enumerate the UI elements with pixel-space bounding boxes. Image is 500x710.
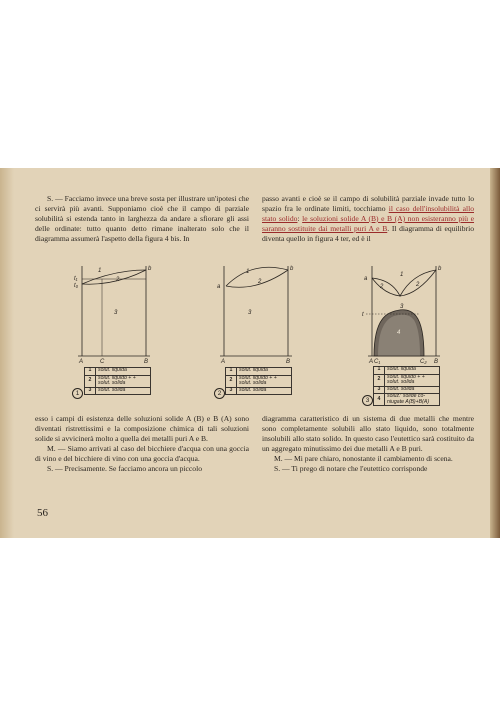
label-b: b <box>438 266 442 272</box>
figure-1-legend <box>84 367 151 395</box>
legend-text: solut. solida <box>96 387 151 395</box>
figure-2-legend <box>225 367 292 395</box>
axis-c: C <box>100 359 105 364</box>
axis-c2: C₂ <box>420 359 427 364</box>
legend-number: 2 <box>374 374 385 386</box>
legend-text: solut. liquida <box>385 367 440 375</box>
speaker: S. <box>274 463 281 473</box>
axis-b: B <box>434 359 439 364</box>
region-2: 2 <box>258 279 262 285</box>
book-page <box>0 168 500 538</box>
paragraph-text: — Ti prego di notare che l'eutettico corrisponde <box>280 463 428 473</box>
legend-text: solut. liquido + + solut. solida <box>237 375 292 387</box>
label-b: b <box>290 266 294 272</box>
legend-number: 3 <box>226 387 237 395</box>
legend-text: solut. solida <box>385 386 440 394</box>
legend-number: 3 <box>374 386 385 394</box>
legend-number: 1 <box>85 368 96 376</box>
legend-number: 2 <box>226 375 237 387</box>
legend-number: 1 <box>374 367 385 375</box>
paragraph-text: : <box>297 213 303 223</box>
axis-a: A <box>369 359 374 364</box>
underlined-text: le soluzioni solide A (B) e B (A) non esisteranno più e saranno sostituite dai metalli puri A e B <box>262 213 475 233</box>
axis-c1: C₁ <box>374 359 381 364</box>
region-2: 2 <box>416 282 420 288</box>
left-top-paragraph <box>35 194 249 244</box>
figure-2-number: 2 <box>214 388 225 399</box>
label-b: b <box>148 266 152 272</box>
legend-number: 1 <box>226 368 237 376</box>
speaker: S. <box>47 463 54 473</box>
region-3: 3 <box>400 304 404 310</box>
axis-a: A <box>79 359 84 364</box>
region-2: 2 <box>116 277 120 283</box>
figure-3-diagram <box>360 256 450 364</box>
region-1: 1 <box>98 268 102 274</box>
legend-number: 4 <box>374 394 385 406</box>
legend-text: solut. liquido + + solut. solida <box>385 374 440 386</box>
legend-text: solut. solida <box>237 387 292 395</box>
paragraph-text: — Precisamente. Se facciamo ancora un piccolo <box>53 463 202 473</box>
paragraph-text: diagramma caratteristico di un sistema di due metalli che mentre sono completamente solubili allo stato liquido, sono totalmente insolubili allo stato solido. In questo caso l'eutettico sarà costituito da un aggregato minutissimo dei due metalli A e B puri. <box>262 414 474 453</box>
paragraph-text: — Facciamo invece una breve sosta per illustrare un'ipotesi che ci servirà più avanti. Supponiamo cioè che il campo di parziale solubilità si estenda tanto in larghezza da andare a sfiorare gli assi delle ordinate: tutto quanto detto rimane inalterato solo che il diagramma assumerà l'aspetto della figura 4 bis. In <box>35 194 249 243</box>
legend-text: solut. liquida <box>96 368 151 376</box>
label-a: a <box>364 276 368 282</box>
legend-text: solut. liquido + + solut. solida <box>96 375 151 387</box>
paragraph-text: esso i campi di esistenza delle soluzioni solide A (B) e B (A) sono diventati ristrettissimi e la composizione chimica di tali soluzioni solide si avvicinerà molto a quella dei metalli puri A e B. <box>35 414 249 443</box>
legend-number: 3 <box>85 387 96 395</box>
page-number: 56 <box>37 507 48 519</box>
region-2: 2 <box>380 284 384 290</box>
label-t0: t₀ <box>74 283 79 289</box>
label-t1: t₁ <box>74 276 78 282</box>
right-top-paragraph <box>262 194 474 244</box>
speaker: M. <box>274 453 283 463</box>
right-bottom-text <box>262 414 474 473</box>
label-t: t <box>362 312 364 318</box>
legend-text: solut. liquida <box>237 368 292 376</box>
region-4: 4 <box>397 330 401 336</box>
figure-1-number: 1 <box>72 388 83 399</box>
paragraph-text: — Mi pare chiaro, nonostante il cambiamento di scena. <box>282 453 453 463</box>
legend-text: soluz.ⁱ solide co- niugate A(B)+B(A) <box>385 394 440 406</box>
region-3: 3 <box>114 310 118 316</box>
region-1: 1 <box>246 269 250 275</box>
speaker: M. <box>47 443 56 453</box>
label-a: a <box>217 284 221 290</box>
paragraph-text: — Siamo arrivati al caso del bicchiere d'acqua con una goccia di vino e del bicchiere di vino con una goccia d'acqua. <box>35 443 249 463</box>
region-1: 1 <box>400 272 404 278</box>
axis-b: B <box>144 359 149 364</box>
axis-b: B <box>286 359 291 364</box>
paragraph-text: . Il diagramma di equilibrio diventa quello in figura 4 ter, ed è il <box>262 223 474 243</box>
speaker: S. <box>47 194 54 203</box>
figure-3-legend <box>373 366 440 406</box>
figure-1-diagram <box>70 256 160 364</box>
left-bottom-text <box>35 414 249 473</box>
legend-number: 2 <box>85 375 96 387</box>
axis-a: A <box>221 359 226 364</box>
figure-3-number: 3 <box>362 395 373 406</box>
region-3: 3 <box>248 310 252 316</box>
figure-2-diagram <box>212 256 302 364</box>
paragraph-text: passo avanti e cioè se il campo di solubilità parziale invade tutto lo spazio fra le ordinate limiti, tocchiamo <box>262 194 474 213</box>
underlined-text: il caso dell'insolubilità allo stato solido <box>262 203 474 223</box>
